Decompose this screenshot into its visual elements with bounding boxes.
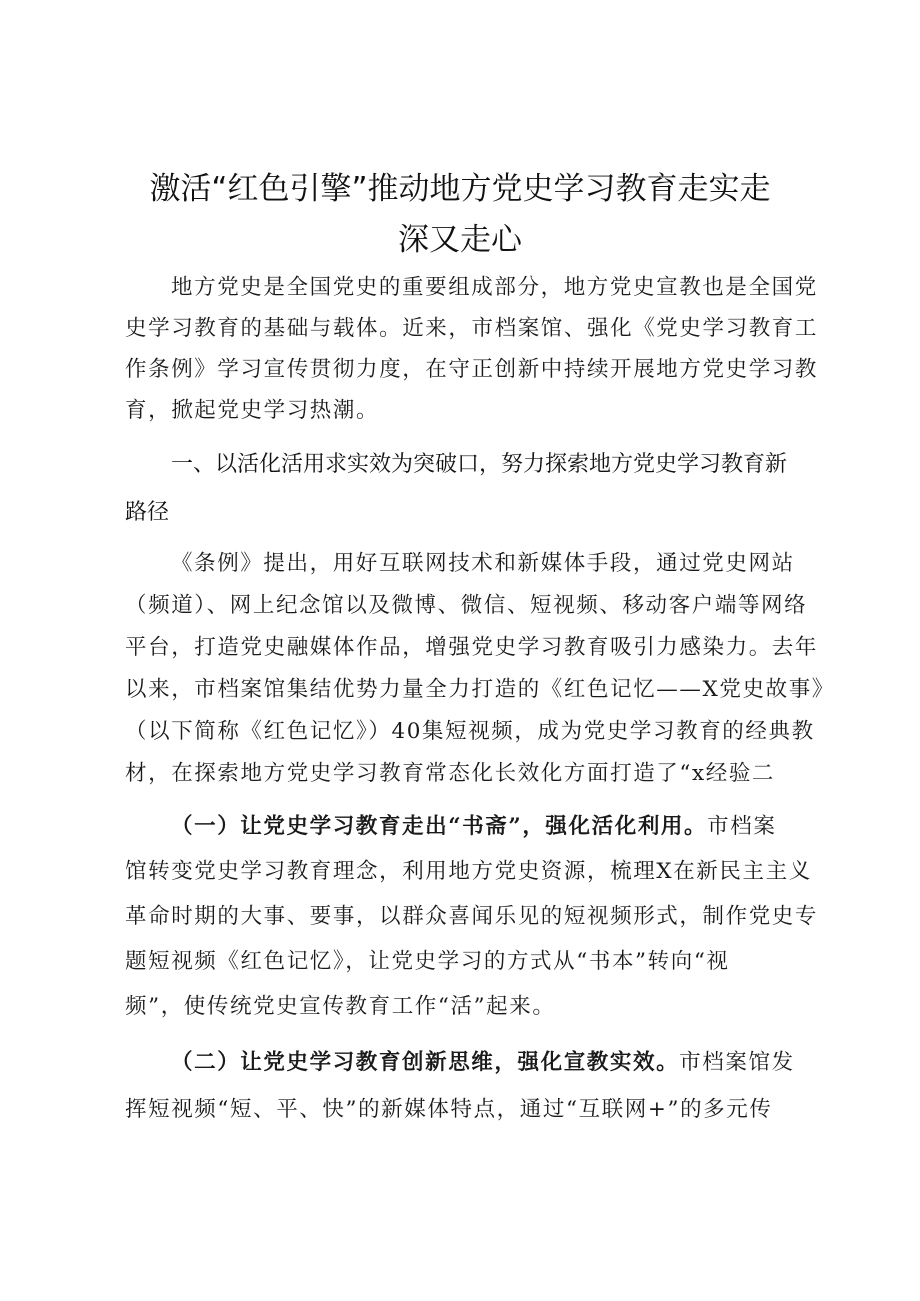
subsection-1-heading: （一）让党史学习教育走出“书斋”，强化活化利用。 (171, 814, 708, 839)
document-title-line-1: 激活“红色引擎”推动地方党史学习教育走实走 (149, 171, 771, 207)
intro-paragraph-line: 史学习教育的基础与载体。近来，市档案馆、强化《党史学习教育工 (125, 316, 819, 341)
subsection-1-line: 频”，使传统党史宣传教育工作“活”起来。 (125, 994, 556, 1019)
intro-paragraph-line: 育，掀起党史学习热潮。 (125, 398, 380, 423)
subsection-2-text: 市档案馆发 (679, 1050, 795, 1075)
subsection-1-line: 题短视频《红色记忆》，让党史学习的方式从“书本”转向“视 (125, 949, 730, 974)
section-heading-line: 一、以活化活用求实效为突破口，努力探索地方党史学习教育新 (171, 452, 788, 477)
subsection-2-heading: （二）让党史学习教育创新思维，强化宣教实效。 (171, 1050, 680, 1075)
section-body-line: 《条例》提出，用好互联网技术和新媒体手段，通过党史网站 (171, 551, 795, 576)
subsection-1-line: 革命时期的大事、要事，以群众喜闻乐见的短视频形式，制作党史专 (125, 904, 819, 929)
subsection-1-text: 市档案 (707, 814, 777, 839)
section-body-line: 平台，打造党史融媒体作品，增强党史学习教育吸引力感染力。去年 (125, 635, 819, 660)
subsection-1-first-line (171, 811, 815, 843)
section-heading-line: 路径 (125, 500, 170, 525)
subsection-1-line: 馆转变党史学习教育理念，利用地方党史资源，梳理X在新民主主义 (125, 859, 812, 884)
intro-paragraph-line: 作条例》学习宣传贯彻力度，在守正创新中持续开展地方党史学习教 (125, 357, 819, 382)
section-body-line: 材，在探索地方党史学习教育常态化长效化方面打造了“x经验二 (125, 761, 776, 786)
intro-paragraph-line: 地方党史是全国党史的重要组成部分，地方党史宣教也是全国党 (171, 275, 818, 300)
section-body-line: （以下简称《红色记忆》）40集短视频，成为党史学习教育的经典教 (125, 719, 815, 744)
section-body-line: 以来，市档案馆集结优势力量全力打造的《红色记忆——X党史故事》 (125, 677, 835, 702)
subsection-2-line: 挥短视频“短、平、快”的新媒体特点，通过“互联网+”的多元传 (125, 1097, 773, 1122)
section-body-line: （频道）、网上纪念馆以及微博、微信、短视频、移动客户端等网络 (125, 593, 808, 618)
document-title-line-2: 深又走心 (398, 222, 522, 258)
subsection-2-first-line (171, 1047, 815, 1079)
